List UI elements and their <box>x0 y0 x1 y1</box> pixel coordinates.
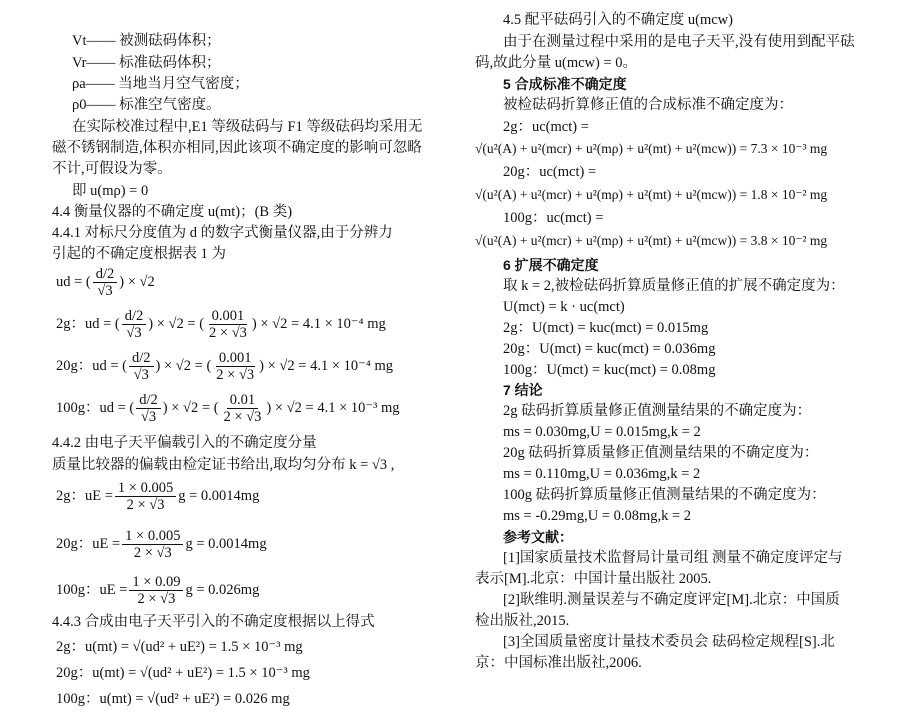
section-7-heading: 7 结论 <box>503 382 543 398</box>
eq-ud-2g-post: ) × √2 = 4.1 × 10⁻⁴ mg <box>251 316 386 332</box>
eq-ud-100g-post: ) × √2 = 4.1 × 10⁻³ mg <box>266 400 400 416</box>
eq-ut-2g: 2g：u(mt) = √(ud² + uE²) = 1.5 × 10⁻³ mg <box>56 639 303 655</box>
result-100g-text: 100g 砝码折算质量修正值测量结果的不确定度为： <box>503 487 826 503</box>
result-100g-values: ms = -0.29mg,U = 0.08mg,k = 2 <box>503 508 692 524</box>
eq-ud-num: d/2 <box>93 266 118 283</box>
eq-uc-100g: √(u²(A) + u²(mcr) + u²(mρ) + u²(mt) + u²(mcw)) = 3.8 × 10⁻² mg <box>475 233 828 248</box>
eq-ud-pre: ud = ( <box>56 274 91 290</box>
eq-ud-100g-den: √3 <box>140 409 157 426</box>
eq-ue-2g-num: 1 × 0.005 <box>115 480 176 497</box>
eq-ud-100g-eq: = ( <box>201 400 219 416</box>
eq-ud-100g-mid: ) × √2 <box>162 400 199 416</box>
eq-U-2g: 2g：U(mct) = kuc(mct) = 0.015mg <box>503 320 709 336</box>
eq-uc-2g: √(u²(A) + u²(mcr) + u²(mρ) + u²(mt) + u²(mcw)) = 7.3 × 10⁻³ mg <box>475 141 828 156</box>
section-6-text: 取 k = 2,被检砝码折算质量修正值的扩展不确定度为： <box>503 278 845 294</box>
eq-ue-2g-pre: 2g：uE = <box>56 488 113 504</box>
reference-1-line-2: 表示[M].北京：中国计量出版社 2005. <box>475 571 712 587</box>
eq-ud-20g-mid: ) × √2 <box>155 358 192 374</box>
eq-ud-20g-num2: 0.001 <box>216 350 255 367</box>
eq-uc-20g-label: 20g：uc(mct) = <box>503 164 597 180</box>
section-5-text: 被检砝码折算修正值的合成标准不确定度为： <box>503 97 793 113</box>
para-calibration-2: 磁不锈钢制造,体积亦相同,因此该项不确定度的影响可忽略 <box>52 140 422 156</box>
eq-ud-100g-num2: 0.01 <box>227 392 258 409</box>
eq-ud-20g-num: d/2 <box>129 350 154 367</box>
def-rho-a: ρa—— 当地当月空气密度； <box>72 76 249 92</box>
result-2g-values: ms = 0.030mg,U = 0.015mg,k = 2 <box>503 424 701 440</box>
eq-ut-20g: 20g：u(mt) = √(ud² + uE²) = 1.5 × 10⁻³ mg <box>56 665 310 681</box>
section-5-heading: 5 合成标准不确定度 <box>503 76 627 92</box>
eq-ud-2g-mid: ) × √2 <box>148 316 184 332</box>
references-heading: 参考文献： <box>503 529 573 545</box>
def-rho-0: ρ0—— 标准空气密度。 <box>72 97 221 113</box>
eq-u-m-rho: 即 u(mρ) = 0 <box>72 183 149 199</box>
section-4-4-2-heading: 4.4.2 由电子天平偏载引入的不确定度分量 <box>52 435 317 451</box>
eq-ud <box>56 266 155 299</box>
eq-ud-den: √3 <box>97 283 113 300</box>
eq-ud-100g <box>56 392 400 425</box>
eq-ue-20g-num: 1 × 0.005 <box>122 528 183 545</box>
eq-U-20g: 20g：U(mct) = kuc(mct) = 0.036mg <box>503 341 716 357</box>
eq-U-100g: 100g：U(mct) = kuc(mct) = 0.08mg <box>503 362 716 378</box>
eq-ue-20g <box>56 528 267 561</box>
section-4-5-text-1: 由于在测量过程中采用的是电子天平,没有使用到配平砝 <box>503 34 855 50</box>
eq-ue-20g-den: 2 × √3 <box>133 545 172 562</box>
eq-ue-100g <box>56 574 259 607</box>
eq-ue-100g-pre: 100g：uE = <box>56 582 128 598</box>
reference-2-line-1: [2]耿维明.测量误差与不确定度评定[M].北京：中国质 <box>503 592 840 608</box>
eq-ut-100g: 100g：u(mt) = √(ud² + uE²) = 0.026 mg <box>56 691 290 707</box>
reference-2-line-2: 检出版社,2015. <box>475 613 570 629</box>
reference-3-line-1: [3]全国质量密度计量技术委员会 砝码检定规程[S].北 <box>503 634 835 650</box>
eq-ud-2g-eq: = ( <box>187 316 205 332</box>
result-20g-text: 20g 砝码折算质量修正值测量结果的不确定度为： <box>503 445 819 461</box>
reference-3-line-2: 京：中国标准出版社,2006. <box>475 655 642 671</box>
section-4-4-1-text-2: 引起的不确定度根据表 1 为 <box>52 246 226 262</box>
eq-ue-2g-post: g = 0.0014mg <box>178 488 260 504</box>
eq-ud-100g-num: d/2 <box>136 392 161 409</box>
section-4-4-2-text: 质量比较器的偏载由检定证书给出,取均匀分布 k = √3 , <box>52 457 395 473</box>
eq-ud-2g <box>56 308 386 341</box>
eq-ud-20g-eq: = ( <box>194 358 212 374</box>
eq-ue-20g-pre: 20g：uE = <box>56 536 121 552</box>
eq-ud-2g-pre: 2g：ud = ( <box>56 316 120 332</box>
eq-U-general: U(mct) = k · uc(mct) <box>503 299 625 315</box>
eq-ud-20g <box>56 350 393 383</box>
section-6-heading: 6 扩展不确定度 <box>503 257 599 273</box>
reference-1-line-1: [1]国家质量技术监督局计量司组 测量不确定度评定与 <box>503 550 843 566</box>
section-4-4-1-text-1: 4.4.1 对标尺分度值为 d 的数字式衡量仪器,由于分辨力 <box>52 225 393 241</box>
eq-ud-2g-num: d/2 <box>122 308 147 325</box>
def-vr: Vr—— 标准砝码体积； <box>72 55 221 71</box>
result-20g-values: ms = 0.110mg,U = 0.036mg,k = 2 <box>503 466 701 482</box>
eq-ue-100g-num: 1 × 0.09 <box>129 574 183 591</box>
section-4-4-heading: 4.4 衡量仪器的不确定度 u(mt)；(B 类) <box>52 204 293 220</box>
section-4-5-text-2: 码,故此分量 u(mcw) = 0。 <box>475 55 638 71</box>
para-calibration-3: 不计,可假设为零。 <box>52 161 172 177</box>
eq-ue-2g <box>56 480 259 513</box>
section-4-4-3-heading: 4.4.3 合成由电子天平引入的不确定度根据以上得式 <box>52 614 375 630</box>
eq-ud-100g-den2: 2 × √3 <box>223 409 262 426</box>
eq-ud-post: ) × √2 <box>119 274 155 290</box>
result-2g-text: 2g 砝码折算质量修正值测量结果的不确定度为： <box>503 403 812 419</box>
eq-ud-2g-den: √3 <box>126 325 142 342</box>
eq-ud-20g-pre: 20g：ud = ( <box>56 358 128 374</box>
eq-ud-20g-post: ) × √2 = 4.1 × 10⁻⁴ mg <box>259 358 393 374</box>
eq-uc-100g-label: 100g：uc(mct) = <box>503 210 604 226</box>
eq-ue-100g-den: 2 × √3 <box>137 591 176 608</box>
eq-ud-2g-den2: 2 × √3 <box>209 325 247 342</box>
para-calibration-1: 在实际校准过程中,E1 等级砝码与 F1 等级砝码均采用无 <box>72 119 423 135</box>
eq-ud-2g-num2: 0.001 <box>209 308 248 325</box>
eq-ue-20g-post: g = 0.0014mg <box>185 536 267 552</box>
section-4-5-heading: 4.5 配平砝码引入的不确定度 u(mcw) <box>503 12 733 28</box>
eq-ue-100g-post: g = 0.026mg <box>185 582 260 598</box>
eq-ud-100g-pre: 100g：ud = ( <box>56 400 135 416</box>
eq-ud-20g-den: √3 <box>133 367 149 384</box>
eq-ud-20g-den2: 2 × √3 <box>216 367 255 384</box>
eq-uc-2g-label: 2g：uc(mct) = <box>503 119 589 135</box>
eq-ue-2g-den: 2 × √3 <box>126 497 165 514</box>
eq-uc-20g: √(u²(A) + u²(mcr) + u²(mρ) + u²(mt) + u²(mcw)) = 1.8 × 10⁻² mg <box>475 187 828 202</box>
def-vt: Vt—— 被测砝码体积； <box>72 33 221 49</box>
